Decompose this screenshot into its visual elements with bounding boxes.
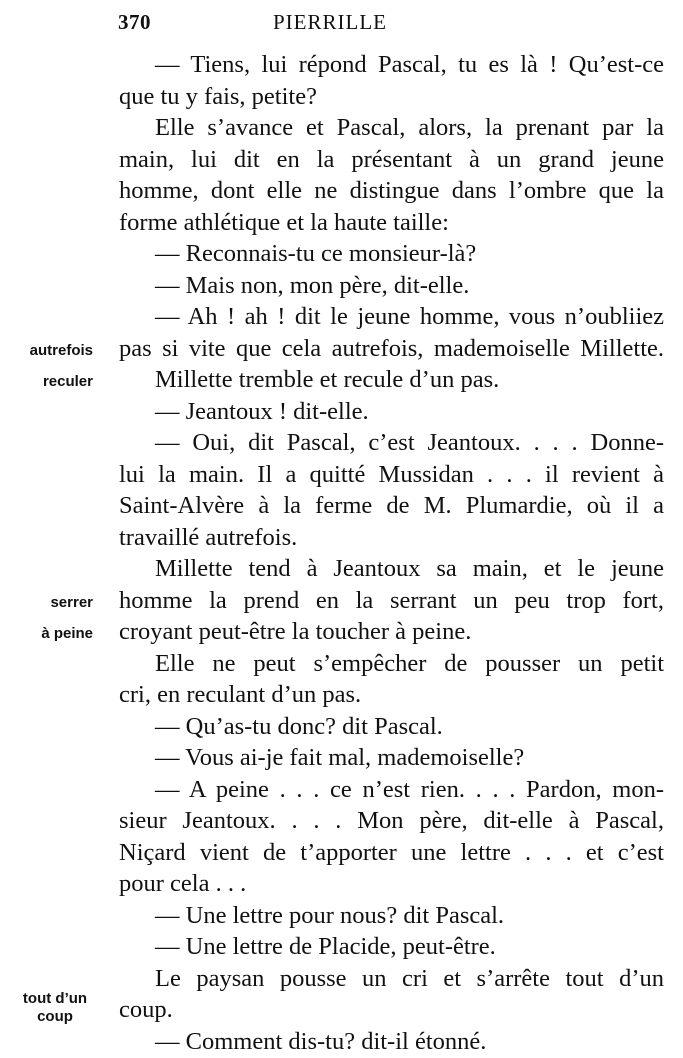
- text-line: croyant peut-être la toucher à peine.: [119, 618, 472, 645]
- text-line: travaillé autrefois.: [119, 523, 298, 551]
- text-line: — Jeantoux ! dit-elle.: [155, 397, 369, 425]
- text-line: — Reconnais-tu ce monsieur-là?: [155, 240, 477, 267]
- text-line: — Une lettre de Placide, peut-être.: [155, 933, 496, 960]
- text-line: Elle s’avance et Pascal, alors, la prenant par la: [155, 114, 664, 141]
- text-line: pas si vite que cela autrefois, mademoiselle Millette.: [119, 334, 664, 362]
- text-line: Millette tend à Jeantoux sa main, et le jeune: [155, 555, 664, 582]
- text-line: — Qu’as-tu donc? dit Pascal.: [155, 712, 443, 740]
- text-line: — Tiens, lui répond Pascal, tu es là ! Qu’est-ce: [155, 51, 664, 78]
- text-line: cri, en reculant d’un pas.: [119, 681, 362, 708]
- running-title: PIERRILLE: [273, 10, 387, 34]
- text-line: homme la prend en la serrant un peu trop fort,: [119, 586, 664, 614]
- text-line: que tu y fais, petite?: [119, 82, 317, 110]
- text-line: sieur Jeantoux. . . . Mon père, dit-elle à Pascal,: [119, 807, 664, 834]
- text-line: coup.: [119, 996, 173, 1023]
- text-line: — Oui, dit Pascal, c’est Jeantoux. . . . Donne-: [155, 429, 664, 456]
- text-line: Saint-Alvère à la ferme de M. Plumardie, où il a: [119, 492, 664, 519]
- text-line: lui la main. Il a quitté Mussidan . . . il revient à: [119, 460, 664, 488]
- margin-gloss: coup: [37, 1008, 73, 1025]
- text-line: — Vous ai-je fait mal, mademoiselle?: [155, 744, 525, 771]
- page-number: 370: [118, 10, 151, 34]
- margin-gloss: reculer: [42, 373, 93, 390]
- text-line: — Comment dis-tu? dit-il étonné.: [155, 1027, 487, 1055]
- text-line: pour cela . . .: [119, 870, 247, 897]
- text-line: Le paysan pousse un cri et s’arrête tout d’un: [155, 964, 664, 992]
- text-line: — Mais non, mon père, dit-elle.: [155, 271, 470, 299]
- text-line: Millette tremble et recule d’un pas.: [155, 366, 500, 393]
- page-header: [0, 8, 683, 38]
- text-line: Elle ne peut s’empêcher de pousser un petit: [155, 649, 664, 677]
- text-line: — A peine . . . ce n’est rien. . . . Pardon, mon-: [155, 775, 664, 803]
- text-line: Niçard vient de t’apporter une lettre . . . et c’est: [119, 838, 664, 866]
- text-line: — Ah ! ah ! dit le jeune homme, vous n’oubliiez: [155, 303, 664, 330]
- text-line: main, lui dit en la présentant à un grand jeune: [119, 145, 664, 173]
- text-line: — Une lettre pour nous? dit Pascal.: [155, 901, 505, 929]
- margin-gloss: autrefois: [29, 341, 93, 359]
- margin-gloss: tout d’un: [22, 990, 88, 1007]
- margin-gloss: serrer: [50, 593, 93, 611]
- margin-gloss: à peine: [41, 625, 93, 642]
- text-line: homme, dont elle ne distingue dans l’ombre que la: [119, 177, 664, 204]
- text-line: forme athlétique et la haute taille:: [119, 208, 449, 236]
